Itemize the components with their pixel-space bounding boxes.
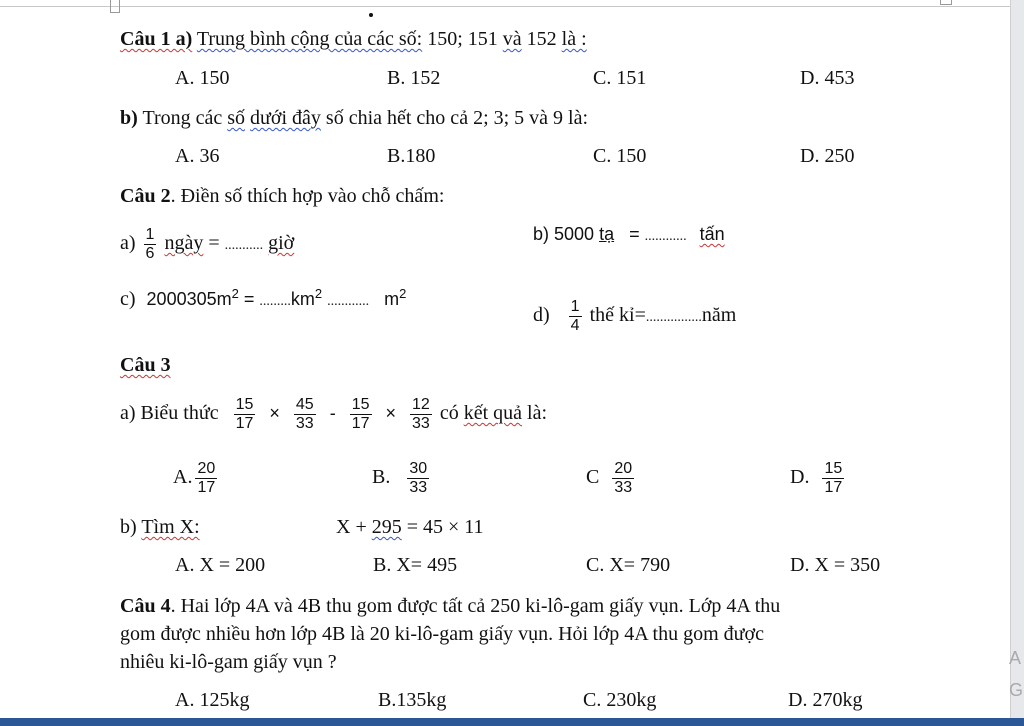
status-bar — [0, 718, 1024, 726]
q3a-frac1-den: 17 — [235, 415, 254, 432]
q1b-option-d[interactable]: D. 250 — [800, 145, 855, 167]
q2a-frac-num: 1 — [145, 226, 155, 243]
q2a-label: a) — [120, 232, 136, 255]
q2b-blank[interactable]: ............ — [644, 229, 687, 244]
q3a-option-d-frac — [822, 460, 844, 497]
q3a-option-a-frac — [195, 460, 217, 497]
q3a-tail-end: là: — [527, 402, 548, 425]
q1b-option-a[interactable]: A. 36 — [175, 145, 220, 167]
q1b-word1: số — [227, 107, 246, 129]
q2b-label: b) — [533, 224, 550, 244]
q3a-frac1-num: 15 — [235, 396, 254, 413]
q1b-text-end: số chia hết cho cả 2; 3; 5 và 9 là: — [325, 107, 589, 129]
side-letter-a: A — [1009, 648, 1022, 668]
q1b-option-c[interactable]: C. 150 — [593, 145, 647, 167]
q3a-frac2 — [294, 396, 316, 433]
q3a-option-b-den: 33 — [409, 479, 428, 496]
q2d-fraction — [569, 298, 582, 335]
q3b-option-b[interactable]: B. X= 495 — [373, 554, 458, 576]
q1a-option-c[interactable]: C. 151 — [593, 67, 647, 89]
q2c-eq: = — [243, 289, 255, 309]
q2a-item — [120, 226, 294, 263]
q3a-option-c-letter: C — [586, 466, 600, 489]
q3a-tail-word: kết quả — [463, 402, 523, 425]
q2d-blank[interactable]: ................ — [645, 310, 702, 326]
q1a-label: Câu 1 a) — [120, 28, 193, 50]
q4-line1-text: . Hai lớp 4A và 4B thu gom được tất cả 250 ki-lô-gam giấy vụn. Lớp 4A thu — [170, 595, 781, 617]
q2b-unit2: tấn — [699, 224, 725, 244]
q3b-option-d[interactable]: D. X = 350 — [790, 554, 881, 576]
q3a-option-c[interactable] — [586, 460, 637, 497]
q3b-option-a[interactable]: A. X = 200 — [175, 554, 266, 576]
q1a-text-nums2: 152 — [526, 28, 557, 50]
q3b-equation — [336, 515, 484, 539]
q2c-label: c) — [120, 288, 136, 310]
q3-title: Câu 3 — [120, 354, 171, 376]
q1b-option-b[interactable]: B.180 — [387, 145, 436, 167]
q3a-option-d-letter: D. — [790, 466, 810, 489]
q3a-option-b-letter: B. — [372, 466, 391, 489]
q2c-value — [146, 286, 239, 309]
q3a-frac2-num: 45 — [295, 396, 314, 413]
q4-option-b[interactable]: B.135kg — [378, 689, 447, 711]
q4-option-c[interactable]: C. 230kg — [583, 689, 657, 711]
q2a-blank[interactable]: ........... — [224, 238, 264, 254]
q2b-value: 5000 — [554, 224, 595, 244]
q1a-question — [120, 27, 587, 51]
q3a-option-b-num: 30 — [409, 460, 428, 477]
q1a-text-nums: 150; 151 — [427, 28, 498, 50]
page-corner-left — [110, 0, 120, 13]
right-side-panel[interactable] — [1010, 0, 1024, 718]
q3a-frac3-num: 15 — [351, 396, 370, 413]
q3a-frac3 — [350, 396, 372, 433]
q1a-option-b[interactable]: B. 152 — [387, 67, 441, 89]
q3b-eq-x: X — [336, 516, 351, 538]
q1b-question — [120, 106, 588, 130]
q1b-text-pre: Trong các — [142, 107, 223, 129]
q3a-option-a-den: 17 — [197, 479, 216, 496]
q2c-sup2: 2 — [314, 286, 323, 301]
stray-dot — [369, 13, 373, 17]
q3b-word: Tìm X: — [141, 516, 200, 538]
q3a-option-d-num: 15 — [824, 460, 843, 477]
q3a-option-a[interactable] — [173, 460, 220, 497]
q3b-question — [120, 515, 200, 539]
q2b-item — [533, 222, 725, 249]
q2c-blank1[interactable]: ......... — [259, 294, 291, 309]
q2a-fraction — [144, 226, 157, 263]
q2c-item — [120, 287, 406, 314]
q3a-option-a-letter: A. — [173, 466, 193, 489]
q3a-frac1 — [234, 396, 256, 433]
q2a-word1: ngày — [164, 232, 204, 255]
q3a-times2: × — [385, 403, 397, 424]
q2c-value-text: 2000305m — [146, 289, 232, 309]
q3b-eq-rest: = 45 × 11 — [406, 516, 484, 538]
q4-option-d[interactable]: D. 270kg — [788, 689, 863, 711]
q2-title — [120, 184, 444, 208]
top-ruler — [0, 0, 1010, 7]
q2d-label: d) — [533, 304, 550, 327]
q3a-times1: × — [269, 403, 280, 424]
q3a-frac3-den: 17 — [351, 415, 370, 432]
q3a-frac4-den: 33 — [412, 415, 430, 432]
q2c-unit2 — [384, 286, 407, 309]
q4-option-a[interactable]: A. 125kg — [175, 689, 250, 711]
q4-line2: gom được nhiều hơn lớp 4B là 20 ki-lô-gam giấy vụn. Hỏi lớp 4A thu gom được — [120, 623, 764, 645]
q3b-eq-num: 295 — [371, 516, 402, 538]
q3a-option-c-den: 33 — [614, 479, 633, 496]
q2-title-bold: Câu 2 — [120, 185, 171, 207]
q3a-tail-pre: có — [439, 402, 459, 425]
q3a-option-b[interactable] — [372, 460, 432, 497]
q3a-question — [120, 396, 547, 433]
q2d-item — [533, 298, 736, 335]
q3a-frac4-num: 12 — [412, 396, 430, 413]
q3a-option-d-den: 17 — [824, 479, 843, 496]
q3a-option-c-frac — [612, 460, 634, 497]
q2d-frac-num: 1 — [570, 298, 580, 315]
q1a-text-and: và — [502, 28, 522, 50]
q3a-option-d[interactable] — [790, 460, 847, 497]
q2d-word2: năm — [701, 304, 737, 327]
q2a-frac-den: 6 — [145, 245, 155, 262]
q2d-eq: = — [634, 304, 646, 327]
q2d-word1: thế kỉ — [589, 304, 635, 327]
q3b-eq-plus: + — [355, 516, 367, 538]
q3b-option-c[interactable]: C. X= 790 — [586, 554, 671, 576]
q4-title-bold: Câu 4 — [120, 595, 171, 617]
q3a-frac4 — [410, 396, 432, 433]
q3b-label: b) — [120, 516, 137, 538]
q3a-minus: - — [329, 403, 336, 424]
q2c-sup1: 2 — [231, 286, 239, 301]
q2c-unit2-text: m — [384, 289, 400, 309]
q2d-frac-den: 4 — [570, 317, 580, 334]
q3a-option-c-num: 20 — [614, 460, 633, 477]
q4-line3: nhiêu ki-lô-gam giấy vụn ? — [120, 651, 337, 673]
q1a-text-pre: Trung bình cộng của các số: — [196, 28, 423, 50]
q1b-word2: dưới đây — [250, 107, 321, 129]
q2b-unit1: tạ — [599, 224, 615, 244]
q1a-option-a[interactable]: A. 150 — [175, 67, 230, 89]
q2c-unit1-text: km — [290, 289, 315, 309]
q3a-option-a-num: 20 — [197, 460, 216, 477]
q2b-eq: = — [629, 224, 640, 244]
q2c-sup3: 2 — [399, 286, 407, 301]
q2c-unit1 — [290, 286, 323, 309]
q4-line1 — [120, 594, 780, 618]
q2c-blank2[interactable]: ............ — [327, 294, 370, 309]
q2a-word2: giờ — [268, 232, 295, 255]
side-letter-g: G — [1009, 680, 1024, 700]
q1b-label: b) — [120, 107, 138, 129]
q3a-label: a) Biểu thức — [120, 402, 219, 425]
q1a-option-d[interactable]: D. 453 — [800, 67, 855, 89]
q3a-frac2-den: 33 — [295, 415, 314, 432]
q2a-eq: = — [208, 232, 220, 255]
q1a-text-end: là : — [561, 28, 587, 50]
q2-title-rest: . Điền số thích hợp vào chỗ chấm: — [170, 185, 445, 207]
page-corner-right — [940, 0, 952, 5]
q3a-option-b-frac — [407, 460, 429, 497]
